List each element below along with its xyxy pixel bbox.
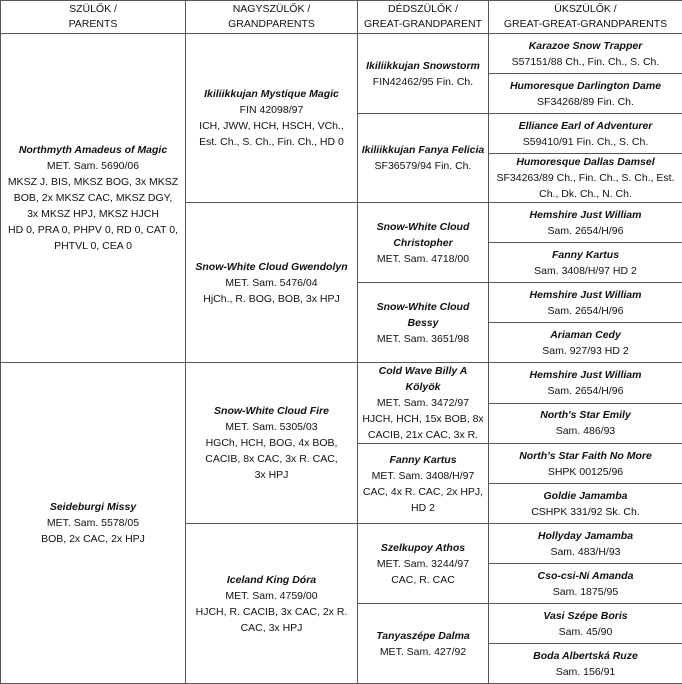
- dog-registration: Sam. 483/H/93: [491, 544, 680, 560]
- dog-registration: MET. Sam. 3244/97: [360, 556, 486, 572]
- dog-titles: HJCH, R. CACIB, 3x CAC, 2x R.: [188, 604, 355, 620]
- great-great-grandparent-cell: [489, 154, 682, 203]
- great-great-grandparent-cell: [489, 243, 682, 283]
- dog-registration: CSHPK 331/92 Sk. Ch.: [491, 504, 680, 520]
- dog-name: North's Star Emily: [491, 407, 680, 423]
- dog-name: Snow-White Cloud Bessy: [360, 299, 486, 331]
- great-great-grandparent-cell: [489, 604, 682, 644]
- dog-name: Goldie Jamamba: [491, 488, 680, 504]
- dog-titles: HD 2: [360, 500, 486, 516]
- dog-titles: HjCh., R. BOG, BOB, 3x HPJ: [188, 291, 355, 307]
- dog-registration: SF34268/89 Fin. Ch.: [491, 94, 680, 110]
- dog-titles: MKSZ J. BIS, MKSZ BOG, 3x MKSZ: [3, 174, 183, 190]
- great-great-grandparent-cell: [489, 644, 682, 684]
- grandparent-cell: [186, 34, 358, 203]
- dog-registration: Sam. 486/93: [491, 423, 680, 439]
- dog-titles: CAC, 3x HPJ: [188, 620, 355, 636]
- dog-registration: MET. Sam. 5578/05: [3, 515, 183, 531]
- dog-registration: MET. Sam. 3472/97: [360, 395, 486, 411]
- great-grandparent-cell: [358, 444, 489, 524]
- dog-name: Hemshire Just William: [491, 207, 680, 223]
- dog-titles: HD 0, PRA 0, PHPV 0, RD 0, CAT 0,: [3, 222, 183, 238]
- pedigree-row: [1, 363, 682, 404]
- great-great-grandparent-cell: [489, 484, 682, 524]
- dog-name: Tanyaszépe Dalma: [360, 628, 486, 644]
- great-great-grandparent-cell: [489, 34, 682, 74]
- header-grandparents: NAGYSZÜLŐK / GRANDPARENTS: [186, 1, 358, 34]
- great-great-grandparent-cell: [489, 203, 682, 243]
- header-row: [1, 1, 682, 34]
- dog-registration: MET. Sam. 4759/00: [188, 588, 355, 604]
- dog-registration: MET. Sam. 5305/03: [188, 419, 355, 435]
- great-grandparent-cell: [358, 363, 489, 444]
- parent-sire-cell: [1, 34, 186, 363]
- dog-name: Snow-White Cloud Fire: [188, 403, 355, 419]
- dog-name: Elliance Earl of Adventurer: [491, 118, 680, 134]
- header-great-great-grandparents: ÜKSZÜLŐK / GREAT-GREAT-GRANDPARENTS: [489, 1, 682, 34]
- dog-registration: SHPK 00125/96: [491, 464, 680, 480]
- dog-titles: HGCh, HCH, BOG, 4x BOB,: [188, 435, 355, 451]
- dog-name: Snow-White Cloud Gwendolyn: [188, 259, 355, 275]
- dog-titles: PHTVL 0, CEA 0: [3, 238, 183, 254]
- dog-name: Cold Wave Billy A Kölyök: [360, 363, 486, 395]
- dog-name: Hemshire Just William: [491, 287, 680, 303]
- great-grandparent-cell: [358, 203, 489, 283]
- dog-titles: Est. Ch., S. Ch., Fin. Ch., HD 0: [188, 134, 355, 150]
- dog-registration: MET. Sam. 427/92: [360, 644, 486, 660]
- great-great-grandparent-cell: [489, 323, 682, 363]
- dog-name: Ikiliikkujan Snowstorm: [360, 58, 486, 74]
- dog-registration: SF36579/94 Fin. Ch.: [360, 158, 486, 174]
- great-grandparent-cell: [358, 114, 489, 203]
- great-great-grandparent-cell: [489, 444, 682, 484]
- dog-registration: MET. Sam. 3408/H/97: [360, 468, 486, 484]
- dog-titles: ICH, JWW, HCH, HSCH, VCh.,: [188, 118, 355, 134]
- dog-name: Szelkupoy Athos: [360, 540, 486, 556]
- dog-registration: Sam. 2654/H/96: [491, 223, 680, 239]
- dog-titles: BOB, 2x CAC, 2x HPJ: [3, 531, 183, 547]
- dog-name: Snow-White Cloud Christopher: [360, 219, 486, 251]
- dog-registration: MET. Sam. 5690/06: [3, 158, 183, 174]
- dog-name: Hemshire Just William: [491, 367, 680, 383]
- grandparent-cell: [186, 363, 358, 524]
- great-great-grandparent-cell: [489, 74, 682, 114]
- dog-titles: 3x MKSZ HPJ, MKSZ HJCH: [3, 206, 183, 222]
- dog-registration: Sam. 927/93 HD 2: [491, 343, 680, 359]
- dog-registration: SF34263/89 Ch., Fin. Ch., S. Ch., Est. Ch., Dk. Ch., N. Ch.: [491, 170, 680, 202]
- dog-registration: Sam. 45/90: [491, 624, 680, 640]
- dog-name: Karazoe Snow Trapper: [491, 38, 680, 54]
- dog-registration: MET. Sam. 3651/98: [360, 331, 486, 347]
- header-parents: SZÜLŐK / PARENTS: [1, 1, 186, 34]
- dog-titles: CAC, R. CAC: [360, 572, 486, 588]
- dog-name: North's Star Faith No More: [491, 448, 680, 464]
- dog-name: Ikiliikkujan Fanya Felicia: [360, 142, 486, 158]
- dog-registration: FIN42462/95 Fin. Ch.: [360, 74, 486, 90]
- dog-registration: MET. Sam. 5476/04: [188, 275, 355, 291]
- dog-registration: Sam. 1875/95: [491, 584, 680, 600]
- grandparent-cell: [186, 203, 358, 363]
- great-great-grandparent-cell: [489, 524, 682, 564]
- dog-titles: BOB, 2x MKSZ CAC, MKSZ DGY,: [3, 190, 183, 206]
- dog-name: Cso-csi-Ni Amanda: [491, 568, 680, 584]
- great-great-grandparent-cell: [489, 363, 682, 404]
- dog-titles: 3x HPJ: [188, 467, 355, 483]
- dog-name: Northmyth Amadeus of Magic: [3, 142, 183, 158]
- parent-dam-cell: [1, 363, 186, 684]
- dog-registration: S59410/91 Fin. Ch., S. Ch.: [491, 134, 680, 150]
- great-great-grandparent-cell: [489, 564, 682, 604]
- great-grandparent-cell: [358, 283, 489, 363]
- great-grandparent-cell: [358, 34, 489, 114]
- grandparent-cell: [186, 524, 358, 684]
- dog-titles: CACIB, 21x CAC, 3x R.: [360, 427, 486, 443]
- dog-name: Hollyday Jamamba: [491, 528, 680, 544]
- great-grandparent-cell: [358, 524, 489, 604]
- great-great-grandparent-cell: [489, 114, 682, 154]
- dog-name: Ikiliikkujan Mystique Magic: [188, 86, 355, 102]
- dog-registration: Sam. 156/91: [491, 664, 680, 680]
- dog-name: Iceland King Dóra: [188, 572, 355, 588]
- dog-name: Fanny Kartus: [491, 247, 680, 263]
- dog-registration: S57151/88 Ch., Fin. Ch., S. Ch.: [491, 54, 680, 70]
- dog-name: Vasi Szépe Boris: [491, 608, 680, 624]
- dog-name: Boda Albertská Ruze: [491, 648, 680, 664]
- dog-registration: Sam. 2654/H/96: [491, 303, 680, 319]
- header-great-grandparents: DÉDSZÜLŐK / GREAT-GRANDPARENT: [358, 1, 489, 34]
- dog-registration: Sam. 3408/H/97 HD 2: [491, 263, 680, 279]
- great-great-grandparent-cell: [489, 403, 682, 444]
- dog-titles: CAC, 4x R. CAC, 2x HPJ,: [360, 484, 486, 500]
- great-great-grandparent-cell: [489, 283, 682, 323]
- dog-name: Seideburgi Missy: [3, 499, 183, 515]
- dog-registration: FIN 42098/97: [188, 102, 355, 118]
- great-grandparent-cell: [358, 604, 489, 684]
- dog-name: Humoresque Darlington Dame: [491, 78, 680, 94]
- dog-titles: HJCH, HCH, 15x BOB, 8x: [360, 411, 486, 427]
- dog-registration: MET. Sam. 4718/00: [360, 251, 486, 267]
- dog-titles: CACIB, 8x CAC, 3x R. CAC,: [188, 451, 355, 467]
- pedigree-row: [1, 34, 682, 74]
- dog-registration: Sam. 2654/H/96: [491, 383, 680, 399]
- dog-name: Humoresque Dallas Damsel: [491, 154, 680, 170]
- dog-name: Ariaman Cedy: [491, 327, 680, 343]
- dog-name: Fanny Kartus: [360, 452, 486, 468]
